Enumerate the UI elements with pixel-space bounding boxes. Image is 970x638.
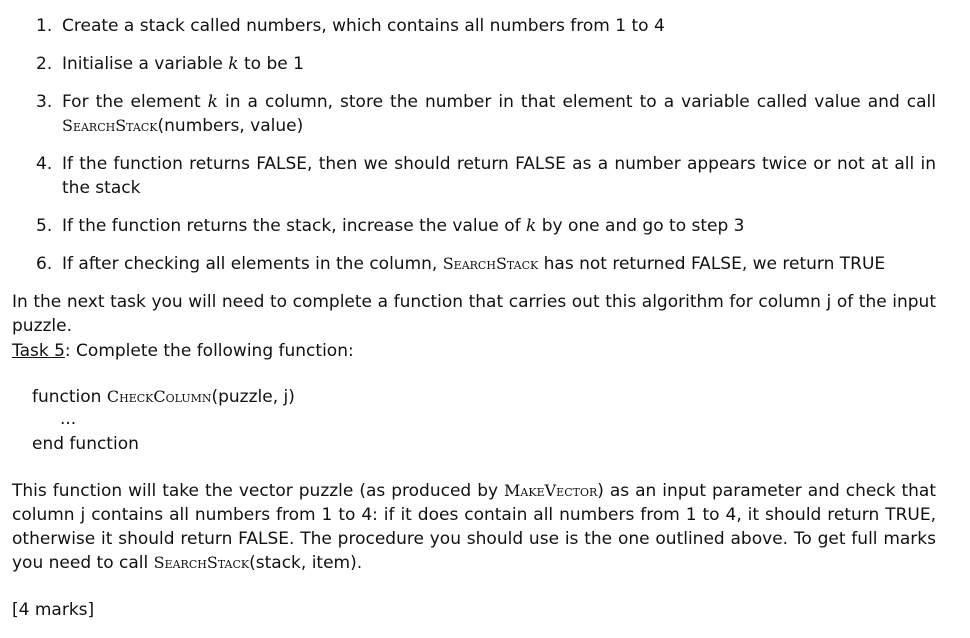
function-name: MakeVector: [504, 481, 598, 500]
step-number: 6.: [36, 254, 53, 274]
step-4: [36, 152, 936, 200]
step-number: 2.: [36, 54, 53, 74]
step-3: [36, 90, 936, 138]
step-number: 1.: [36, 16, 53, 36]
code-function-line: [32, 385, 295, 409]
function-name: SearchStack: [62, 116, 158, 135]
step-5: [36, 214, 936, 238]
step-number: 5.: [36, 216, 53, 236]
step-6: [36, 252, 936, 276]
algorithm-steps: [36, 14, 936, 290]
function-name: SearchStack: [153, 553, 250, 572]
step-1: [36, 14, 936, 38]
variable-k: k: [207, 92, 218, 112]
variable-k: k: [228, 54, 239, 74]
step-text: in a column, store the number in that element to a variable called value and call: [217, 92, 936, 112]
function-name: SearchStack: [442, 254, 539, 273]
task-label: Task 5: [12, 341, 65, 361]
step-text: If after checking all elements in the column,: [62, 254, 443, 274]
description-text: This function will take the vector puzzle (as produced by: [12, 481, 505, 501]
code-keyword: function: [32, 387, 102, 407]
step-text: by one and go to step 3: [536, 216, 745, 236]
task-heading: [12, 339, 936, 363]
step-text: If the function returns FALSE, then we should return FALSE as a number appears twice or not at all in the stack: [62, 154, 936, 198]
code-function-name: CheckColumn: [106, 387, 212, 406]
marks-label: [4 marks]: [12, 600, 95, 620]
task-text: : Complete the following function:: [64, 341, 354, 361]
step-number: 4.: [36, 154, 53, 174]
step-text: has not returned FALSE, we return TRUE: [538, 254, 886, 274]
step-text: Initialise a variable: [62, 54, 229, 74]
step-text: to be 1: [238, 54, 304, 74]
next-task-paragraph: In the next task you will need to complete a function that carries out this algorithm for column j of the input puzzle.: [12, 292, 936, 336]
variable-k: k: [526, 216, 537, 236]
description-paragraph: [12, 479, 936, 575]
code-ellipsis: ...: [60, 409, 77, 429]
step-2: [36, 52, 936, 76]
code-params: (puzzle, j): [211, 387, 295, 407]
description-text: (stack, item).: [249, 553, 363, 573]
step-text: For the element: [62, 92, 208, 112]
step-text: Create a stack called numbers, which contains all numbers from 1 to 4: [62, 16, 665, 36]
step-text: If the function returns the stack, increase the value of: [62, 216, 527, 236]
function-args: (numbers, value): [157, 116, 304, 136]
step-number: 3.: [36, 92, 53, 112]
description-text: ) as an input parameter and check that column j contains all numbers from 1 to 4: if it does contain all numbers from 1 to 4, it should return TRUE, otherwise it should return FALSE. The procedure you should use is the one outlined above. To get full marks you need to call: [12, 481, 936, 573]
code-end-line: end function: [32, 434, 139, 454]
